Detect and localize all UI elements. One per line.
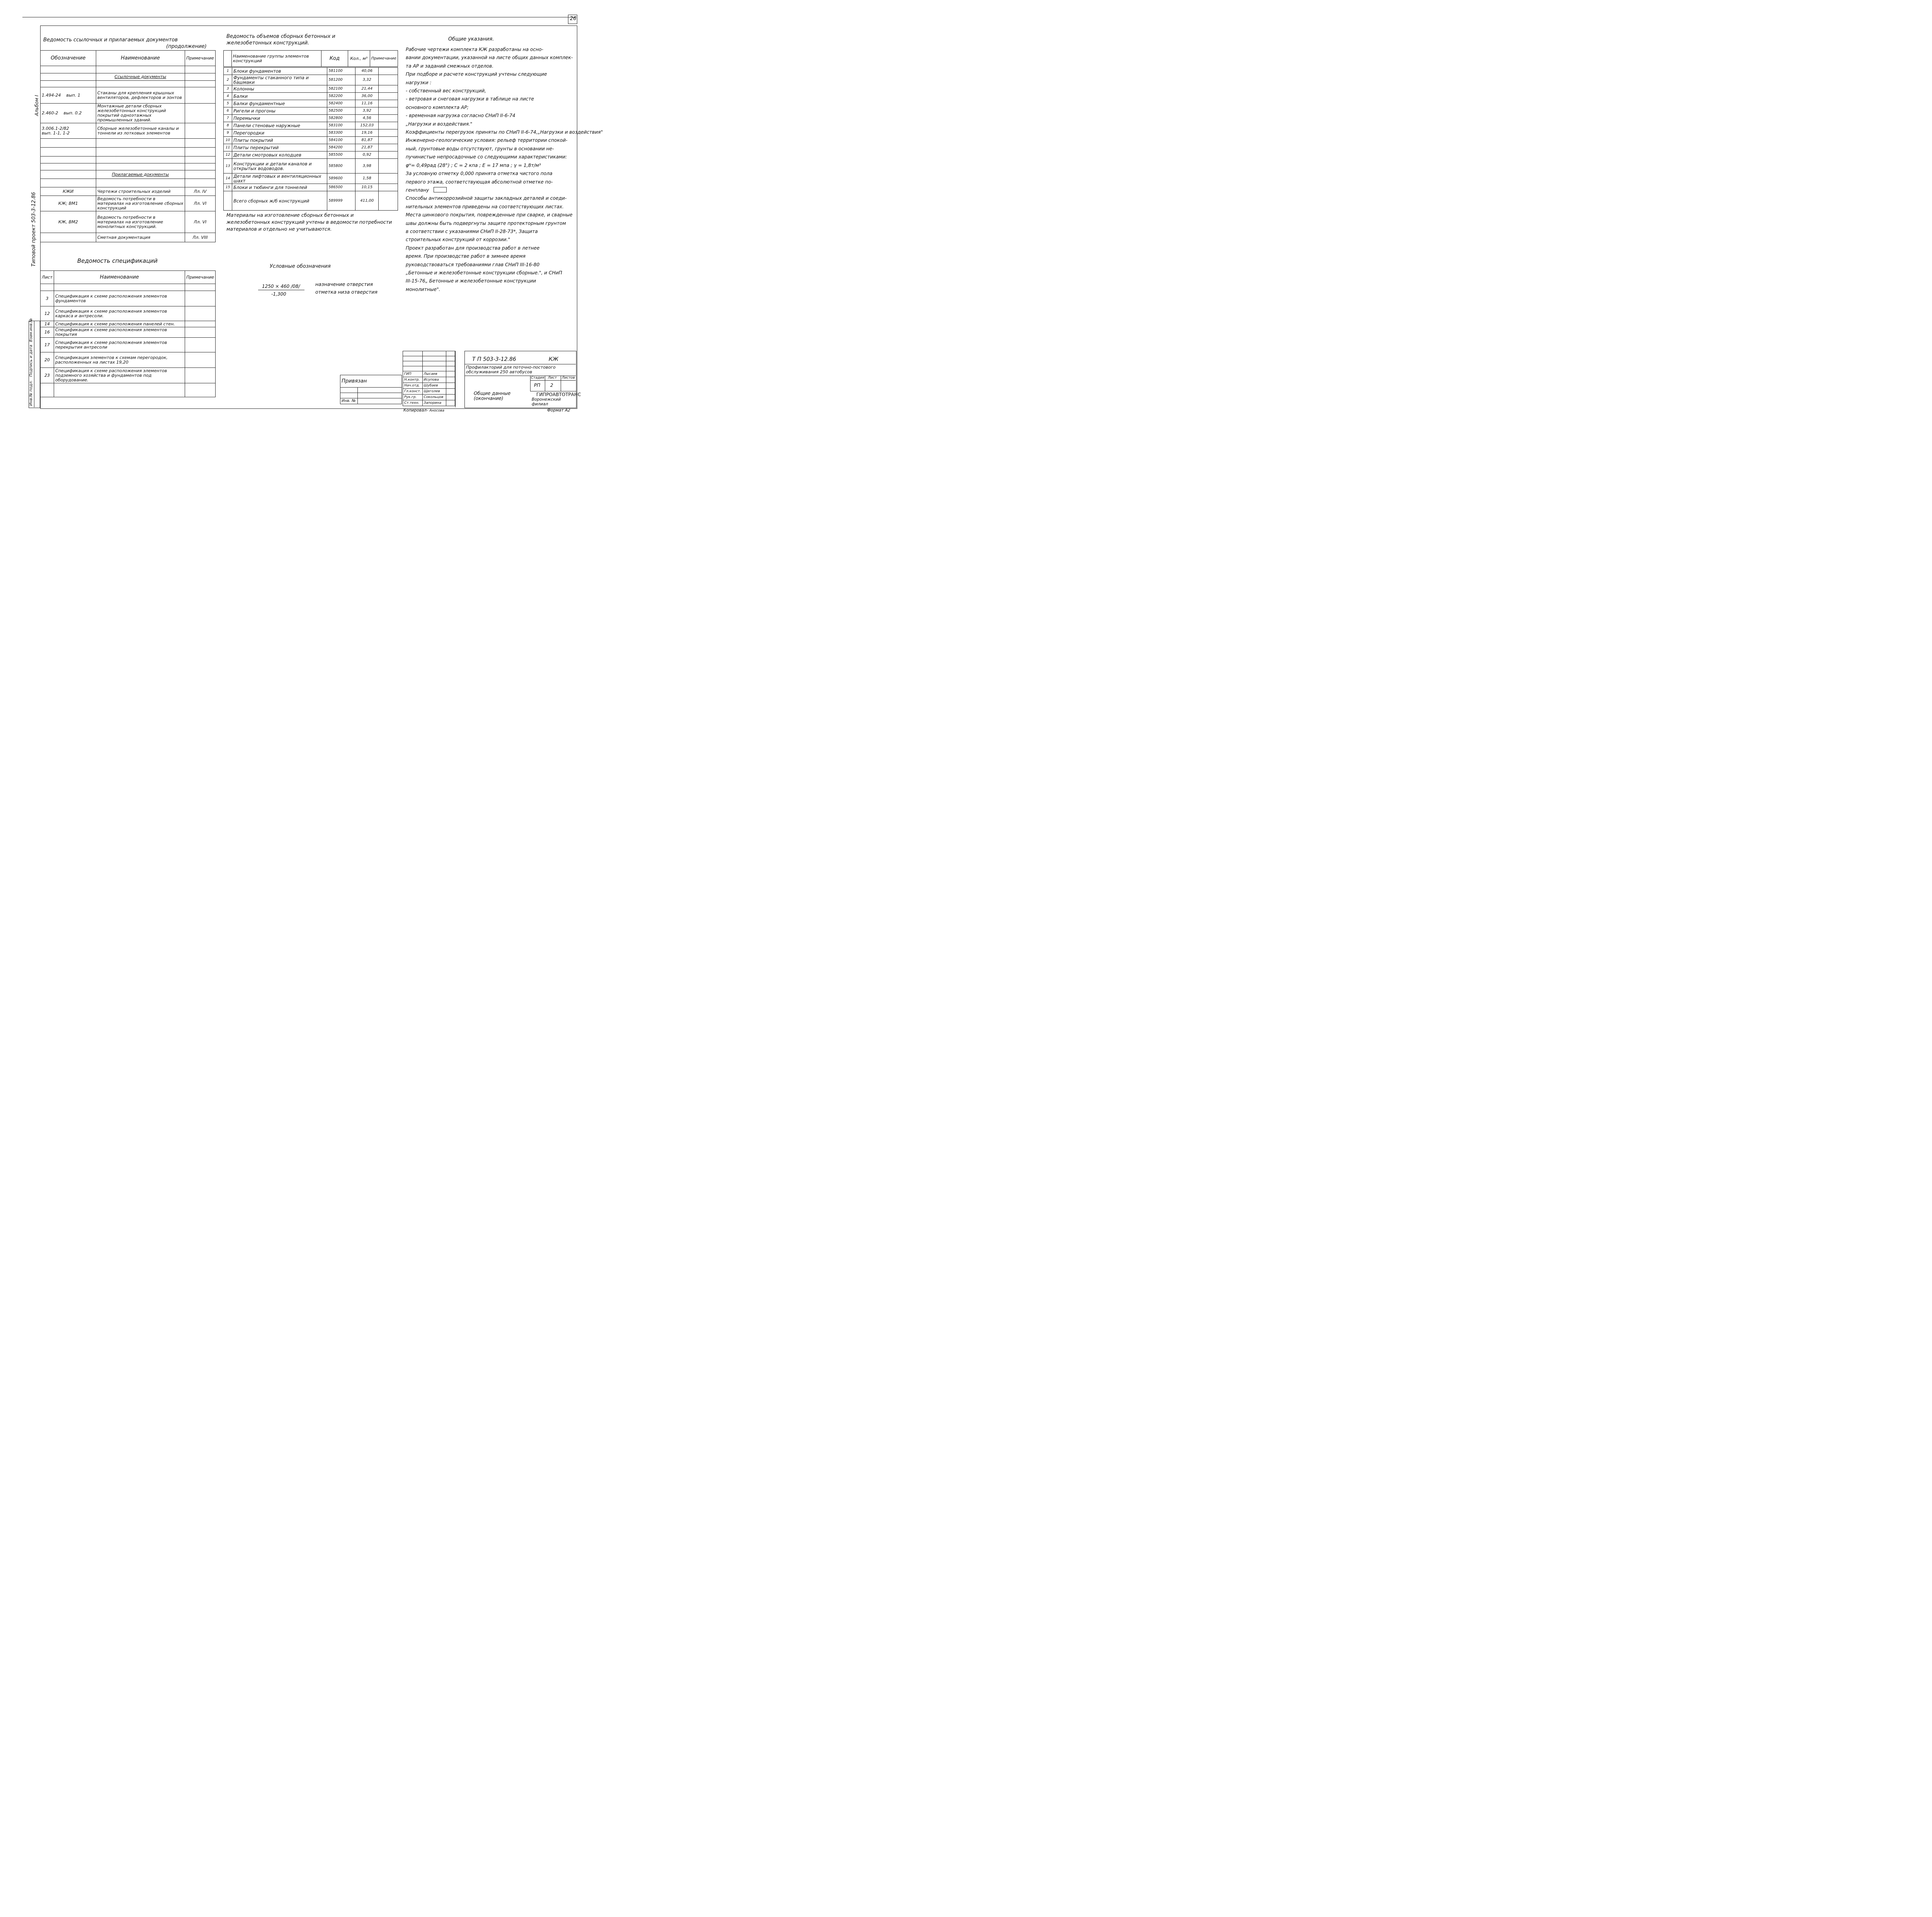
notes-title: Общие указания. bbox=[448, 36, 494, 42]
table-row: 2.460-2 вып. 0.2 Монтажные детали сборных железобетонных конструкций покрытий одноэтажных промышленных зданий. bbox=[41, 104, 216, 123]
table-row: 9 Перегородки 583300 19,16 bbox=[224, 129, 398, 137]
table-row: Рук.гр. Сокольцов bbox=[403, 395, 455, 400]
volumes-footnote: Материалы на изготовление сборных бетонных и железобетонных конструкций учтены в ведомости потребности материалов и отдельно не учитываются. bbox=[226, 212, 392, 232]
refs-title: Ведомость ссылочных и прилагаемых документов bbox=[43, 37, 178, 43]
notes-line: Рабочие чертежи комплекта КЖ разработаны на осно- bbox=[406, 47, 544, 52]
specs-header-sheet: Лист bbox=[41, 271, 54, 284]
refs-section-app: Прилагаемые документы bbox=[112, 172, 169, 177]
table-row: 14 Спецификация к схеме расположения панелей стен. bbox=[41, 321, 216, 327]
drawing-sheet bbox=[0, 0, 602, 426]
notes-line: генплану bbox=[406, 187, 429, 193]
margin-inv: Инв.№ подл. bbox=[29, 380, 33, 406]
table-row: 11 Плиты перекрытий 584200 21,87 bbox=[224, 144, 398, 151]
stamp-sheets-label: Листов bbox=[562, 376, 575, 380]
table-row: 2 Фундаменты стаканного типа и башмаки 581200 3,32 bbox=[224, 75, 398, 85]
elevation-box bbox=[434, 187, 447, 192]
stamp-stage-hline bbox=[530, 380, 576, 381]
table-row: ГИП Лысаев bbox=[403, 371, 455, 377]
notes-line: в соответствии с указаниями СНиП II-28-73*, Защита bbox=[406, 228, 538, 234]
stamp-col-divider bbox=[455, 351, 465, 407]
page-number: 26 bbox=[570, 16, 577, 22]
table-row: 10 Плиты покрытий 584100 81,87 bbox=[224, 137, 398, 144]
table-row: 3 Спецификация к схеме расположения элементов фундаментов bbox=[41, 291, 216, 306]
specs-table bbox=[40, 270, 216, 397]
legend-desc-elevation: отметка низа отверстия bbox=[315, 289, 378, 295]
stamp-branch: Воронежский филиал bbox=[532, 397, 561, 407]
title-block bbox=[340, 351, 581, 413]
table-row: 4 Балки 582200 36,00 bbox=[224, 93, 398, 100]
stamp-mark: КЖ bbox=[549, 356, 559, 362]
notes-line: строительных конструкций от коррозии." bbox=[406, 237, 510, 243]
table-row: 17 Спецификация к схеме расположения элементов перекрытия антресоли bbox=[41, 338, 216, 352]
volumes-table bbox=[223, 50, 398, 67]
margin-sign-date: Подпись и дата bbox=[29, 345, 33, 377]
legend-elevation: -1,300 bbox=[271, 291, 286, 297]
notes-line: нагрузки : bbox=[406, 80, 432, 85]
stamp-stage: РП bbox=[534, 383, 541, 388]
refs-header-note: Примечание bbox=[185, 51, 215, 66]
notes-line: вании документации, указанной на листе общих данных комплек- bbox=[406, 55, 573, 61]
notes-line: φᴴ= 0,49рад (28°) ; С = 2 кпа ; Е = 17 мпа ; γ = 1,8т/м³ bbox=[406, 162, 541, 168]
inv-label: Инв. № bbox=[340, 398, 358, 404]
table-row: 12 Детали смотровых колодцев 585500 0,92 bbox=[224, 151, 398, 159]
refs-table bbox=[40, 50, 216, 242]
stamp-object: Профилакторий для поточно-постового обслуживания 250 автобусов bbox=[466, 365, 556, 374]
notes-line: первого этажа, соответствующая абсолютной отметке по- bbox=[406, 179, 553, 185]
table-row: 14 Детали лифтовых и вентиляционных шахт 589600 1,58 bbox=[224, 173, 398, 184]
legend-opening-size: 1250 × 460 /08/ bbox=[262, 284, 300, 289]
notes-line: - временная нагрузка согласно СНиП II-6-74 bbox=[406, 113, 515, 119]
notes-line: Инженерно-геологические условия: рельеф территории спокой- bbox=[406, 138, 568, 143]
specs-header-note: Примечание bbox=[185, 271, 216, 284]
stamp-sheet: 2 bbox=[550, 383, 553, 388]
table-row: 23 Спецификация к схеме расположения элементов подземного хозяйства и фундаментов под оборудование. bbox=[41, 368, 216, 383]
privyazan-table bbox=[340, 375, 402, 404]
margin-vzam: Взам.инв.№ bbox=[29, 318, 33, 342]
margin-album: Альбом I bbox=[34, 95, 39, 116]
table-row: 5 Балки фундаментные 582400 11,16 bbox=[224, 100, 398, 107]
notes-line: „Бетонные и железобетонные конструкции сборные.", и СНиП bbox=[406, 270, 562, 276]
notes-line: Коэффициенты перегрузок приняты по СНиП II-6-74,„Нагрузки и воздействия" bbox=[406, 129, 603, 135]
stamp-org: ГИПРОАВТОТРАНС bbox=[536, 392, 581, 397]
notes-line: За условную отметку 0,000 принята отметка чистого пола bbox=[406, 171, 553, 177]
notes-line: швы должны быть подвергнуты защите протекторным грунтом bbox=[406, 220, 566, 226]
table-row: 1 Блоки фундаментов 581100 40,06 bbox=[224, 68, 398, 75]
table-row: Ст.техн. Запорина bbox=[403, 400, 455, 406]
table-row: КЖ; ВМ1 Ведомость потребности в материалах на изготовление сборных конструкций Лл. VI bbox=[41, 196, 216, 211]
staff-table bbox=[403, 351, 455, 406]
margin-project: Типовой проект 503-3-12.86 bbox=[31, 192, 37, 267]
volumes-header-name: Наименование группы элементов конструкций bbox=[231, 51, 321, 67]
privyazan-label: Привязан bbox=[340, 375, 402, 388]
notes-line: нительных элементов приведены на соответствующих листах. bbox=[406, 204, 564, 209]
table-row: 15 Блоки и тюбинги для тоннелей 586500 10,15 bbox=[224, 184, 398, 191]
stamp-sheet-title: Общие данные (окончание) bbox=[474, 391, 511, 401]
notes-line: руководствоваться требованиями глав СНиП III-16-80 bbox=[406, 262, 540, 267]
table-row: 13 Конструкции и детали каналов и открытых водоводов. 585800 3,98 bbox=[224, 159, 398, 173]
stamp-format: Формат А2 bbox=[547, 408, 570, 413]
stamp-stage-label: Стадия bbox=[531, 376, 544, 380]
notes-line: III-15-76„ Бетонные и железобетонные конструкции bbox=[406, 278, 536, 284]
table-row: Сметная документация Лл. VIII bbox=[41, 233, 216, 242]
table-row: 16 Спецификация к схеме расположения элементов покрытия bbox=[41, 327, 216, 338]
notes-line: - ветровая и снеговая нагрузки в таблице на листе bbox=[406, 96, 534, 102]
volumes-header-qty: Кол., м³ bbox=[348, 51, 370, 67]
volumes-title: Ведомость объемов сборных бетонных и железобетонных конструкций. bbox=[226, 34, 335, 46]
notes-line: При подборе и расчете конструкций учтены следующие bbox=[406, 71, 547, 77]
notes-line: - собственный вес конструкций, bbox=[406, 88, 486, 94]
volumes-header-code: Код bbox=[321, 51, 348, 67]
table-row: 12 Спецификация к схеме расположения элементов каркаса и антресоли. bbox=[41, 306, 216, 321]
volumes-header-note: Примечание bbox=[370, 51, 398, 67]
refs-section-ref: Ссылочные документы bbox=[114, 74, 167, 79]
legend-desc-purpose: назначение отверстия bbox=[315, 281, 373, 287]
table-row: 3 Колонны 582100 21,44 bbox=[224, 85, 398, 93]
table-row: 6 Ригели и прогоны 582500 3,92 bbox=[224, 107, 398, 115]
table-row: Всего сборных ж/б конструкций 589999 411,00 bbox=[224, 191, 398, 211]
notes-line: Способы антикоррозийной защиты закладных деталей и соеди- bbox=[406, 196, 567, 201]
specs-title: Ведомость спецификаций bbox=[77, 257, 158, 264]
table-row: 20 Спецификация элементов к схемам перегородок, расположенных на листах 19,20 bbox=[41, 352, 216, 368]
table-row: Гл.конст. Щеголев bbox=[403, 389, 455, 395]
table-row: Н.контр. Исупова bbox=[403, 377, 455, 383]
stamp-code: Т П 503-3-12.86 bbox=[472, 356, 516, 362]
table-row: КЖИ Чертежи строительных изделий Лл. IV bbox=[41, 187, 216, 196]
notes-line: монолитные". bbox=[406, 286, 440, 292]
refs-header-name: Наименование bbox=[96, 51, 185, 66]
notes-line: „Нагрузки и воздействия." bbox=[406, 121, 473, 127]
refs-subtitle: (продолжение) bbox=[166, 44, 207, 49]
specs-header-name: Наименование bbox=[54, 271, 185, 284]
table-row: 3.006.1-2/82 вып. 1-1, 1-2 Сборные железобетонные каналы и тоннели из лотковых элементов bbox=[41, 123, 216, 139]
notes-line: время. При производстве работ в зимнее время bbox=[406, 253, 526, 259]
table-row: 7 Перемычки 582800 4,56 bbox=[224, 115, 398, 122]
volumes-table-body bbox=[223, 67, 398, 211]
refs-header-code: Обозначение bbox=[41, 51, 96, 66]
notes-line: ный, грунтовые воды отсутствуют, грунты в основании не- bbox=[406, 146, 554, 151]
notes-line: та АР и заданий смежных отделов. bbox=[406, 63, 494, 69]
notes-line: пучинистые непросадочные со следующими характеристиками: bbox=[406, 154, 567, 160]
table-row: Нач.отд. Шубаев bbox=[403, 383, 455, 389]
table-row: 8 Панели стеновые наружные 583100 152,03 bbox=[224, 122, 398, 129]
notes-line: Места цинкового покрытия, поврежденные при сварке, и сварные bbox=[406, 212, 573, 218]
general-notes bbox=[406, 46, 603, 294]
legend-title: Условные обозначения bbox=[270, 264, 331, 269]
notes-line: Проект разработан для производства работ в летнее bbox=[406, 245, 540, 251]
notes-line: основного комплекта АР; bbox=[406, 104, 469, 110]
table-row: КЖ, ВМ2 Ведомость потребности в материалах на изготовление монолитных конструкций. Лл. VI bbox=[41, 211, 216, 233]
stamp-copied: Копировал- Аносова bbox=[403, 408, 444, 413]
table-row: 1.494-24 вып. 1 Стаканы для крепления крышных вентиляторов, дефлекторов и зонтов bbox=[41, 87, 216, 104]
stamp-sheet-label: Лист bbox=[548, 376, 557, 380]
